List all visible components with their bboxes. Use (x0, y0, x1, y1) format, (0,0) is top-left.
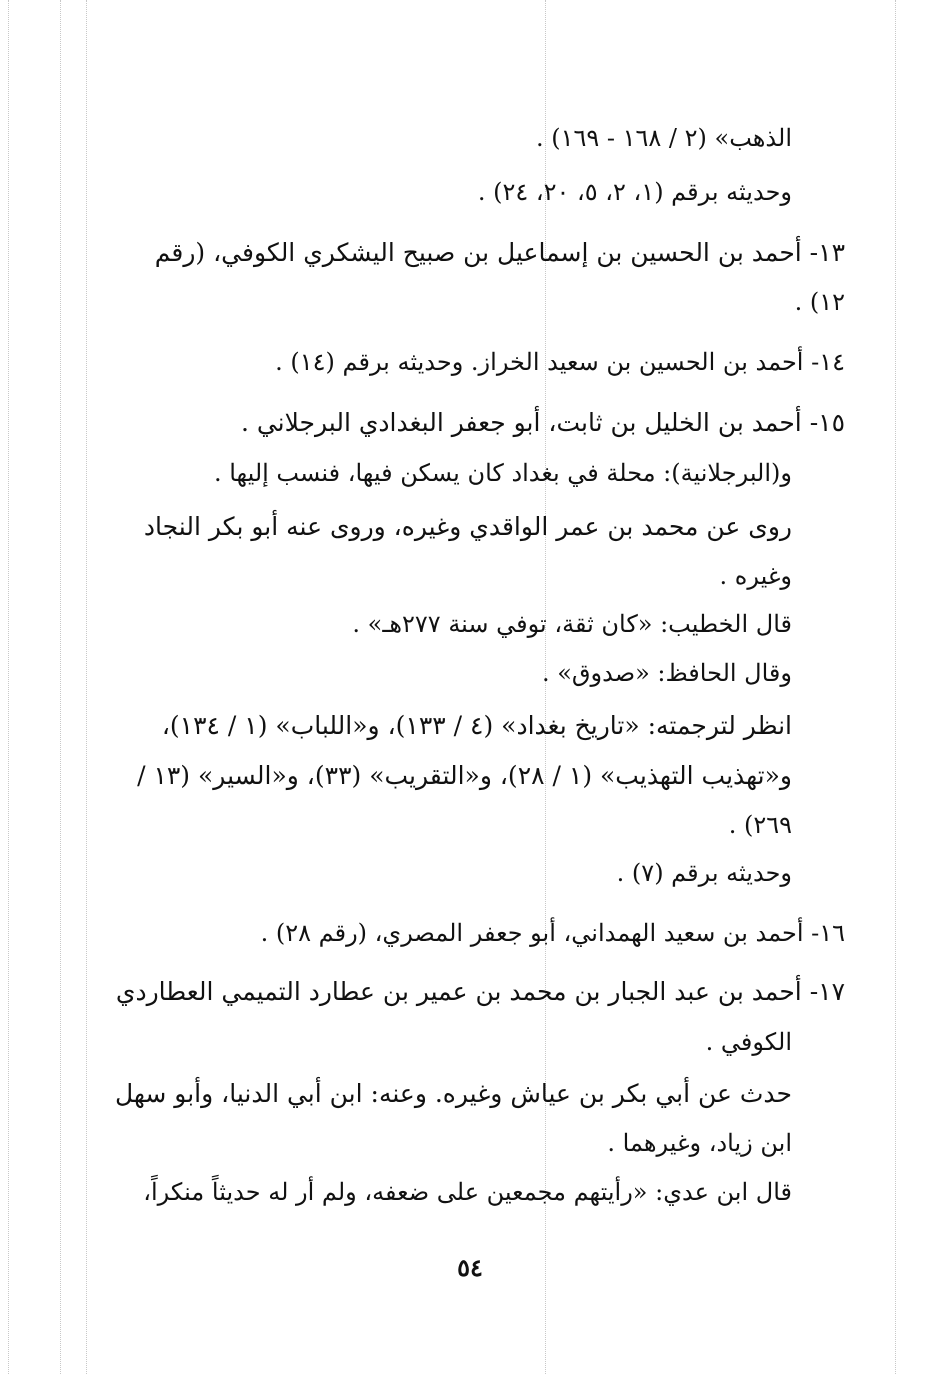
page-number: ٥٤ (457, 1253, 483, 1282)
entry-17: ١٧- أحمد بن عبد الجبار بن محمد بن عمير بن عطارد التميمي العطاردي (115, 977, 845, 1006)
entry-15: ١٥- أحمد بن الخليل بن ثابت، أبو جعفر البغدادي البرجلاني . (240, 408, 845, 437)
entry-17-narration: حدث عن أبي بكر بن عياش وغيره. وعنه: ابن أبي الدنيا، وأبو سهل (114, 1079, 792, 1108)
entry-15-hadith: وحديثه برقم (٧) . (616, 859, 792, 887)
scan-guide-line (8, 0, 9, 1374)
entry-14: ١٤- أحمد بن الحسين بن سعيد الخراز. وحديثه برقم (١٤) . (275, 348, 845, 376)
entry-15-khatib: قال الخطيب: «كان ثقة، توفي سنة ٢٧٧هـ» . (352, 610, 792, 638)
entry-17-narration-cont: ابن زياد، وغيرهما . (607, 1129, 792, 1157)
scan-guide-line (895, 0, 896, 1374)
entry-15-refs-end: ٢٦٩) . (728, 811, 792, 839)
scan-guide-line (545, 0, 546, 1374)
entry-15-narration-cont: وغيره . (719, 562, 792, 590)
text-line: الذهب» (٢ / ١٦٨ - ١٦٩) . (535, 124, 792, 152)
entry-15-hafiz: وقال الحافظ: «صدوق» . (541, 659, 792, 687)
entry-15-refs: انظر لترجمته: «تاريخ بغداد» (٤ / ١٣٣)، و«اللباب» (١ / ١٣٤)، (161, 711, 792, 740)
entry-16: ١٦- أحمد بن سعيد الهمداني، أبو جعفر المصري، (رقم ٢٨) . (260, 919, 845, 947)
scan-guide-line (86, 0, 87, 1374)
entry-15-narration: روى عن محمد بن عمر الواقدي وغيره، وروى عنه أبو بكر النجاد (143, 512, 792, 541)
entry-17-ibn-adi: قال ابن عدي: «رأيتهم مجمعين على ضعفه، ولم أر له حديثاً منكراً، (143, 1178, 792, 1206)
entry-15-note: و(البرجلانية): محلة في بغداد كان يسكن فيها، فنسب إليها . (213, 459, 792, 487)
scan-guide-line (60, 0, 61, 1374)
entry-17-cont: الكوفي . (705, 1028, 792, 1056)
entry-13: ١٣- أحمد بن الحسين بن إسماعيل بن صبيح اليشكري الكوفي، (رقم (154, 238, 845, 267)
entry-13-cont: ١٢) . (794, 288, 845, 316)
text-line: وحديثه برقم (١، ٢، ٥، ٢٠، ٢٤) . (477, 178, 792, 206)
entry-15-refs-cont: و«تهذيب التهذيب» (١ / ٢٨)، و«التقريب» (٣٣)، و«السير» (١٣ / (137, 761, 792, 790)
